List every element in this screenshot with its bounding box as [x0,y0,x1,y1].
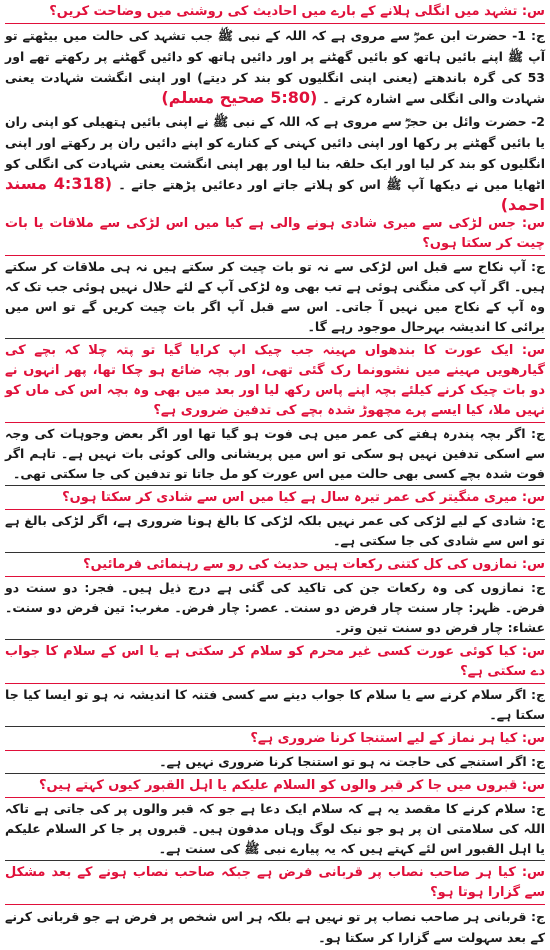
answer-1-part-2: 2- حضرت وائل بن حجرؓ سے مروی ہے کہ اللہ کے نبی ﷺ نے اپنی بائیں ہتھیلی کو اپنی ران یا بائیں گھٹنے پر رکھا اور اپنی دائیں کہنی کے کنارے کو اپنے دائیں ران پر رکھتے اور اپنی انگلیوں کو بند کر لیا اور ایک حلقہ بنا لیا اور پھر اپنی انگشت یعنی شہادت کی انگلی کو اٹھایا میں نے دیکھا آپ ﷺ اس کو ہلاتے جاتے اور دعائیں پڑھتے جاتے ۔ [5,114,546,192]
reference-1: (5:80 صحیح مسلم) [161,88,318,107]
qa-block-4 [5,488,545,553]
question-8: س: قبروں میں جا کر قبر والوں کو السلام علیکم یا اہل القبور کیوں کہتے ہیں؟ [5,776,545,798]
question-1: س: تشہد میں انگلی ہلانے کے بارے میں احادیث کی روشنی میں وضاحت کریں؟ [5,2,545,24]
answer-6: ج: اگر سلام کرنے سے یا سلام کا جواب دینے سے کسی فتنہ کا اندیشہ نہ ہو تو ایسا کیا جا سکتا ہے۔ [5,685,545,727]
qa-block-1 [5,2,545,214]
answer-4: ج: شادی کے لیے لڑکی کی عمر نہیں بلکہ لڑکی کا بالغ ہونا ضروری ہے، اگر لڑکی بالغ ہے تو اس سے شادی کی جا سکتی ہے۔ [5,511,545,553]
answer-5: ج: نمازوں کی وہ رکعات جن کی تاکید کی گئی ہے درج ذیل ہیں۔ فجر: دو سنت دو فرض۔ ظہر: چار سنت چار فرض دو سنت۔ عصر: چار فرض۔ مغرب: تین فرض دو سنت۔ عشاء: چار فرض دو سنت تین وتر۔ [5,578,545,640]
answer-9: ج: قربانی ہر صاحب نصاب پر تو نہیں ہے بلکہ ہر اس شخص پر فرض ہے جو قربانی کرنے کے بعد سہولت سے گزارا کر سکتا ہو۔ [5,909,545,945]
qa-block-5 [5,555,545,640]
answer-7: ج: اگر استنجے کی حاجت نہ ہو تو استنجا کرنا ضروری نہیں ہے۔ [5,752,545,774]
question-9: س: کیا ہر صاحب نصاب پر قربانی فرض ہے جبکہ صاحب نصاب ہونے کے بعد مشکل سے گزارا ہوتا ہو؟ [5,863,545,905]
answer-2: ج: آپ نکاح سے قبل اس لڑکی سے نہ تو بات چیت کر سکتے ہیں نہ ہی ملاقات کر سکتے ہیں۔ اگر آپ کی منگنی ہوئی ہے تب بھی وہ لڑکی آپ کے لئے حلال نہیں ہوئی جب تک کہ وہ آپ کے نکاح میں نہیں آ جاتی۔ اس سے قبل آپ اگر بات چیت کریں گے تو اس میں برائی کا اندیشہ بہرحال موجود رہے گا۔ [5,257,545,339]
question-7: س: کیا ہر نماز کے لیے استنجا کرنا ضروری ہے؟ [5,729,545,751]
reference-2: (4:318 مسند احمد) [5,174,545,214]
answer-8: ج: سلام کرنے کا مقصد یہ ہے کہ سلام ایک دعا ہے جو کہ قبر والوں پر کی جاتی ہے تاکہ اللہ کی سلامتی ان پر ہو جو نیک لوگ وہاں مدفون ہیں۔ قبروں پر جا کر السلام علیکم یا اہل القبور اس لئے کہتے ہیں کہ یہ پیارے نبی ﷺ کی سنت ہے۔ [5,799,545,861]
question-5: س: نمازوں کی کل کتنی رکعات ہیں حدیث کی رو سے رہنمائی فرمائیں؟ [5,555,545,577]
question-3: س: ایک عورت کا بندھواں مہینہ جب چیک اپ کرایا گیا تو پتہ چلا کہ بچے کی گیارھویں مہینے میں نشوونما رک گئی تھی، اور بچہ ضائع ہو چکا تھا، پھر انہوں نے دو بات چیک کرنے کیلئے بچہ اپنے پاس رکھ لیا اور بعد میں بھی وہ بچہ اس کی ماں کو نہیں ملا، کیا ایسے پرے مچھوڑ شدہ بچے کی تدفین ضروری ہے؟ [5,341,545,423]
question-2: س: جس لڑکی سے میری شادی ہونے والی ہے کیا میں اس لڑکی سے ملاقات یا بات چیت کر سکتا ہوں؟ [5,214,545,256]
question-6: س: کیا کوئی عورت کسی غیر محرم کو سلام کر سکتی ہے یا اس کے سلام کا جواب دے سکتی ہے؟ [5,642,545,684]
qa-block-3 [5,341,545,486]
qa-block-9 [5,863,545,948]
answer-3: ج: اگر بچہ پندرہ ہفتے کی عمر میں ہی فوت ہو گیا تھا اور اگر بعض وجوہات کی وجہ سے اسکی تدفین نہیں ہو سکی تو اس میں پریشانی والی کوئی بات نہیں ہے۔ تاہم اگر فوت شدہ بچے کسی بھی حالت میں اس عورت کو مل جاتا تو تدفین کی جا سکتی تھی۔ [5,424,545,486]
qa-block-6 [5,642,545,727]
qa-block-7 [5,729,545,774]
qa-block-8 [5,776,545,861]
answer-1-part-1: ج: 1- حضرت ابن عمرؓ سے مروی ہے کہ اللہ کے نبی ﷺ جب تشہد کی حالت میں بیٹھتے تو آپ ﷺ اپنے بائیں ہاتھ کو بائیں گھٹنے پر اور دائیں ہاتھ کو دائیں گھٹنے پر رکھتے تھے اور 53 کی گرہ باندھتے (یعنی اپنی انگلیوں کو بند کر دیتے) اور اپنی انگشت شہادت یعنی شہادت والی انگلی سے اشارہ کرتے ۔ [5,28,545,106]
question-4: س: میری منگیتر کی عمر تیرہ سال ہے کیا میں اس سے شادی کر سکتا ہوں؟ [5,488,545,510]
qa-block-2 [5,214,545,339]
